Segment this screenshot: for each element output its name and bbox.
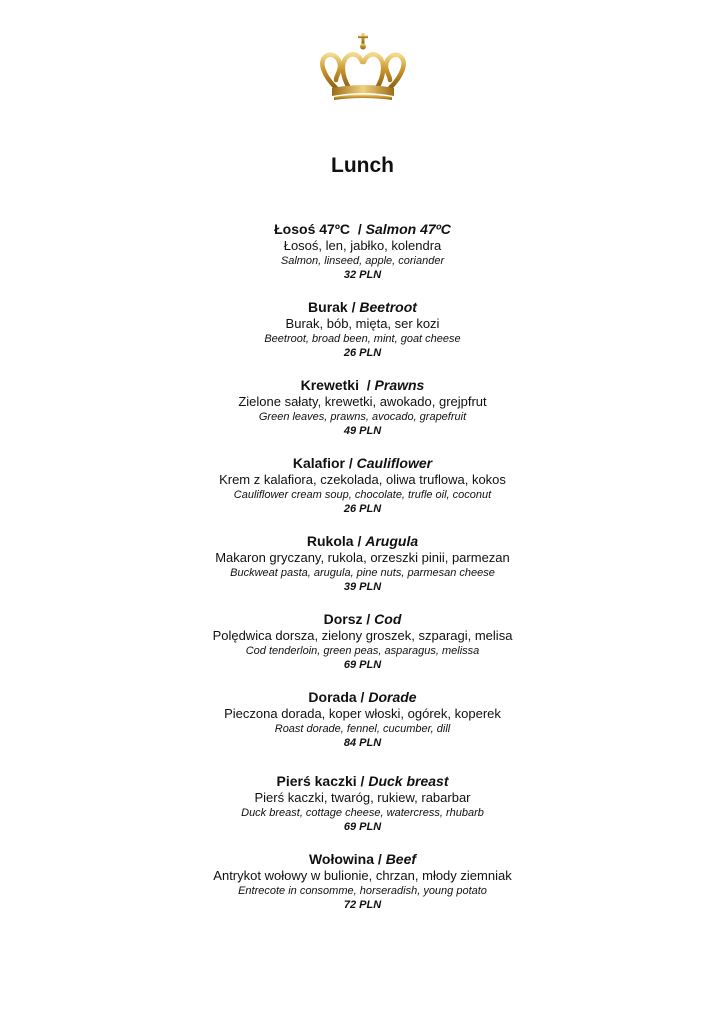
item-name-pl: Wołowina bbox=[308, 851, 375, 867]
item-name-pl: Kalafior bbox=[292, 455, 345, 471]
item-description-en: Entrecote in consomme, horseradish, young potato bbox=[238, 885, 487, 897]
item-description-pl: Zielone sałaty, krewetki, awokado, grejpfrut bbox=[238, 394, 487, 409]
crown-logo-icon bbox=[316, 32, 410, 102]
item-name-pl: Rukola bbox=[306, 533, 354, 549]
item-name-pl: Dorada bbox=[308, 689, 357, 705]
item-name-en: Duck breast bbox=[368, 773, 449, 789]
page-title: Lunch bbox=[331, 154, 394, 177]
item-name-pl: Burak bbox=[308, 299, 348, 315]
item-name bbox=[0, 773, 725, 790]
menu-item bbox=[0, 299, 725, 360]
item-description-en: Beetroot, broad been, mint, goat cheese bbox=[264, 333, 461, 345]
menu-item bbox=[0, 611, 725, 672]
item-name-en: Arugula bbox=[365, 533, 419, 549]
item-description-pl: Łosoś, len, jabłko, kolendra bbox=[283, 238, 442, 253]
item-description-en: Roast dorade, fennel, cucumber, dill bbox=[274, 723, 451, 735]
item-price: 32 PLN bbox=[343, 269, 382, 281]
item-name-en: Beetroot bbox=[359, 299, 417, 315]
item-description-pl: Burak, bób, mięta, ser kozi bbox=[285, 316, 440, 331]
item-name bbox=[0, 851, 725, 868]
name-separator: / bbox=[347, 299, 360, 315]
item-price: 69 PLN bbox=[343, 659, 382, 671]
name-separator: / bbox=[356, 689, 369, 705]
item-price: 39 PLN bbox=[343, 581, 382, 593]
item-description-pl: Makaron gryczany, rukola, orzeszki pinii, parmezan bbox=[215, 550, 510, 565]
menu-item bbox=[0, 689, 725, 750]
item-name bbox=[0, 611, 725, 628]
item-name bbox=[0, 221, 725, 238]
item-name bbox=[0, 689, 725, 706]
item-name-en: Prawns bbox=[374, 377, 425, 393]
menu-item bbox=[0, 533, 725, 594]
item-description-en: Cauliflower cream soup, chocolate, trufle oil, coconut bbox=[233, 489, 492, 501]
name-separator: / bbox=[353, 533, 366, 549]
item-price: 26 PLN bbox=[343, 347, 382, 359]
name-separator: / bbox=[374, 851, 386, 867]
item-name-pl: Łosoś 47ºC bbox=[274, 221, 351, 237]
item-name-en: Dorade bbox=[368, 689, 417, 705]
item-name-pl: Krewetki bbox=[300, 377, 359, 393]
item-name-en: Cauliflower bbox=[356, 455, 433, 471]
item-description-en: Green leaves, prawns, avocado, grapefruit bbox=[258, 411, 467, 423]
item-description-pl: Krem z kalafiora, czekolada, oliwa truflowa, kokos bbox=[219, 472, 506, 487]
item-description-pl: Pieczona dorada, koper włoski, ogórek, koperek bbox=[224, 706, 501, 721]
name-separator: / bbox=[344, 455, 357, 471]
item-description-pl: Antrykot wołowy w bulionie, chrzan, młody ziemniak bbox=[213, 868, 512, 883]
item-name-en: Salmon 47ºC bbox=[365, 221, 451, 237]
menu-item bbox=[0, 773, 725, 834]
item-description-en: Buckweat pasta, arugula, pine nuts, parmesan cheese bbox=[230, 567, 495, 579]
item-name bbox=[0, 299, 725, 316]
menu-item bbox=[0, 377, 725, 438]
item-price: 49 PLN bbox=[343, 425, 382, 437]
name-separator: / bbox=[362, 611, 375, 627]
item-name-en: Beef bbox=[385, 851, 417, 867]
item-description-en: Duck breast, cottage cheese, watercress, rhubarb bbox=[241, 807, 484, 819]
name-separator: / bbox=[358, 377, 375, 393]
item-description-en: Salmon, linseed, apple, coriander bbox=[280, 255, 445, 267]
item-price: 69 PLN bbox=[343, 821, 382, 833]
item-name-pl: Pierś kaczki bbox=[276, 773, 357, 789]
item-description-en: Cod tenderloin, green peas, asparagus, melissa bbox=[245, 645, 480, 657]
item-name-pl: Dorsz bbox=[323, 611, 363, 627]
name-separator: / bbox=[356, 773, 369, 789]
item-name bbox=[0, 455, 725, 472]
item-description-pl: Pierś kaczki, twaróg, rukiew, rabarbar bbox=[254, 790, 471, 805]
item-name-en: Cod bbox=[374, 611, 402, 627]
menu-item bbox=[0, 851, 725, 912]
item-description-pl: Polędwica dorsza, zielony groszek, szparagi, melisa bbox=[212, 628, 513, 643]
item-price: 72 PLN bbox=[343, 899, 382, 911]
item-price: 84 PLN bbox=[343, 737, 382, 749]
item-price: 26 PLN bbox=[343, 503, 382, 515]
menu-item bbox=[0, 221, 725, 282]
menu-item bbox=[0, 455, 725, 516]
item-name bbox=[0, 533, 725, 550]
item-name bbox=[0, 377, 725, 394]
name-separator: / bbox=[350, 221, 366, 237]
